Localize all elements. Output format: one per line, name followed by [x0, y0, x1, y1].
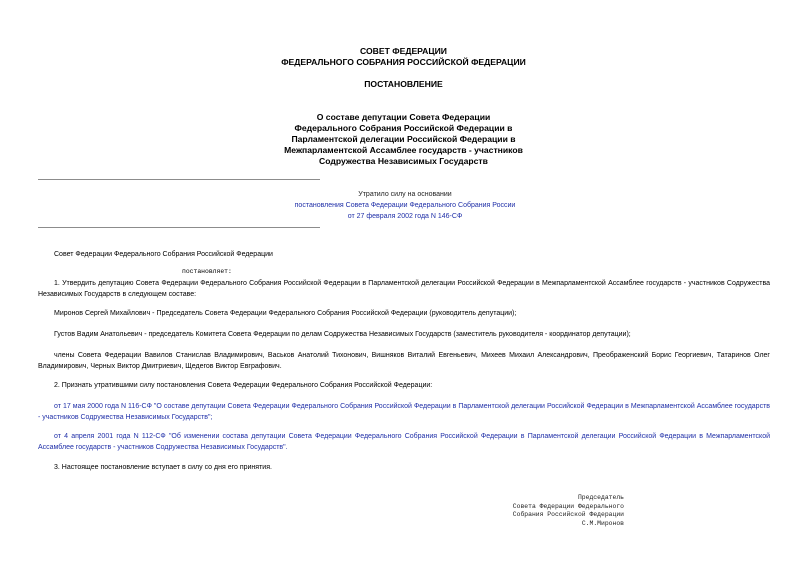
repeal-link-date[interactable]: от 27 февраля 2002 года N 146-СФ	[347, 213, 463, 220]
divider-top	[38, 179, 320, 180]
title-line: Парламентской делегации Российской Федерации в	[291, 134, 516, 144]
repeal-link[interactable]: постановления Совета Федерации Федерального Собрания России	[294, 202, 516, 209]
member-head: Миронов Сергей Михайлович - Председатель Совета Федерации Федерального Собрания Российской Федерации (руководитель депутации);	[54, 310, 517, 317]
signature-line: Собрания Российской Федерации	[512, 511, 624, 518]
title-line: Межпарламентской Ассамблее государств - участников	[284, 145, 523, 155]
signatory-name: С.М.Миронов	[581, 520, 624, 527]
item-1: 1. Утвердить депутацию Совета Федерации Федерального Собрания Российской Федерации в Парламентской делегации Российской Федерации в Межпарламентской Ассамблее государств - участников Содружества Независимых Государств в следующем составе:	[38, 280, 770, 298]
preamble: Совет Федерации Федерального Собрания Российской Федерации	[54, 251, 273, 258]
member-deputy: Густов Вадим Анатольевич - председатель Комитета Совета Федерации по делам Содружества Независимых Государств (заместитель руководителя - координатор депутации);	[54, 331, 631, 338]
title-line: Содружества Независимых Государств	[319, 156, 488, 166]
repealed-act-link-1[interactable]: от 17 мая 2000 года N 116-СФ "О составе депутации Совета Федерации Федерального Собрания Российской Федерации в Парламентской делегации Российской Федерации в Межпарламентской Ассамблее государств - участников Содружества Независимых Государств";	[38, 403, 770, 421]
document-type: ПОСТАНОВЛЕНИЕ	[364, 79, 443, 89]
title-line: Федерального Собрания Российской Федерации в	[294, 123, 513, 133]
status-note: Утратило силу на основании	[358, 191, 452, 198]
title-line: О составе депутации Совета Федерации	[316, 112, 491, 122]
org-name-line2: ФЕДЕРАЛЬНОГО СОБРАНИЯ РОССИЙСКОЙ ФЕДЕРАЦИИ	[281, 57, 526, 67]
divider-bottom	[38, 227, 320, 228]
repealed-act-link-2[interactable]: от 4 апреля 2001 года N 112-СФ "Об изменении состава депутации Совета Федерации Федерального Собрания Российской Федерации в Парламентской делегации Российской Федерации в Межпарламентской Ассамблее государств - участников Содружества Независимых Государств".	[38, 433, 770, 451]
members-list: члены Совета Федерации Вавилов Станислав Владимирович, Васьков Анатолий Тихонович, Вишняков Виталий Евгеньевич, Михеев Михаил Александрович, Преображенский Борис Георгиевич, Татаринов Олег Владимирович, Черных Виктор Дмитриевич, Щедегов Виктор Евграфович.	[38, 352, 770, 370]
item-2: 2. Признать утратившими силу постановления Совета Федерации Федерального Собрания Российской Федерации:	[54, 382, 433, 389]
signature-line: Совета Федерации Федерального	[512, 503, 624, 510]
org-name-line1: СОВЕТ ФЕДЕРАЦИИ	[360, 46, 447, 56]
resolves-word: постановляет:	[182, 268, 232, 275]
signature-line: Председатель	[577, 494, 624, 501]
item-3: 3. Настоящее постановление вступает в силу со дня его принятия.	[54, 464, 272, 471]
